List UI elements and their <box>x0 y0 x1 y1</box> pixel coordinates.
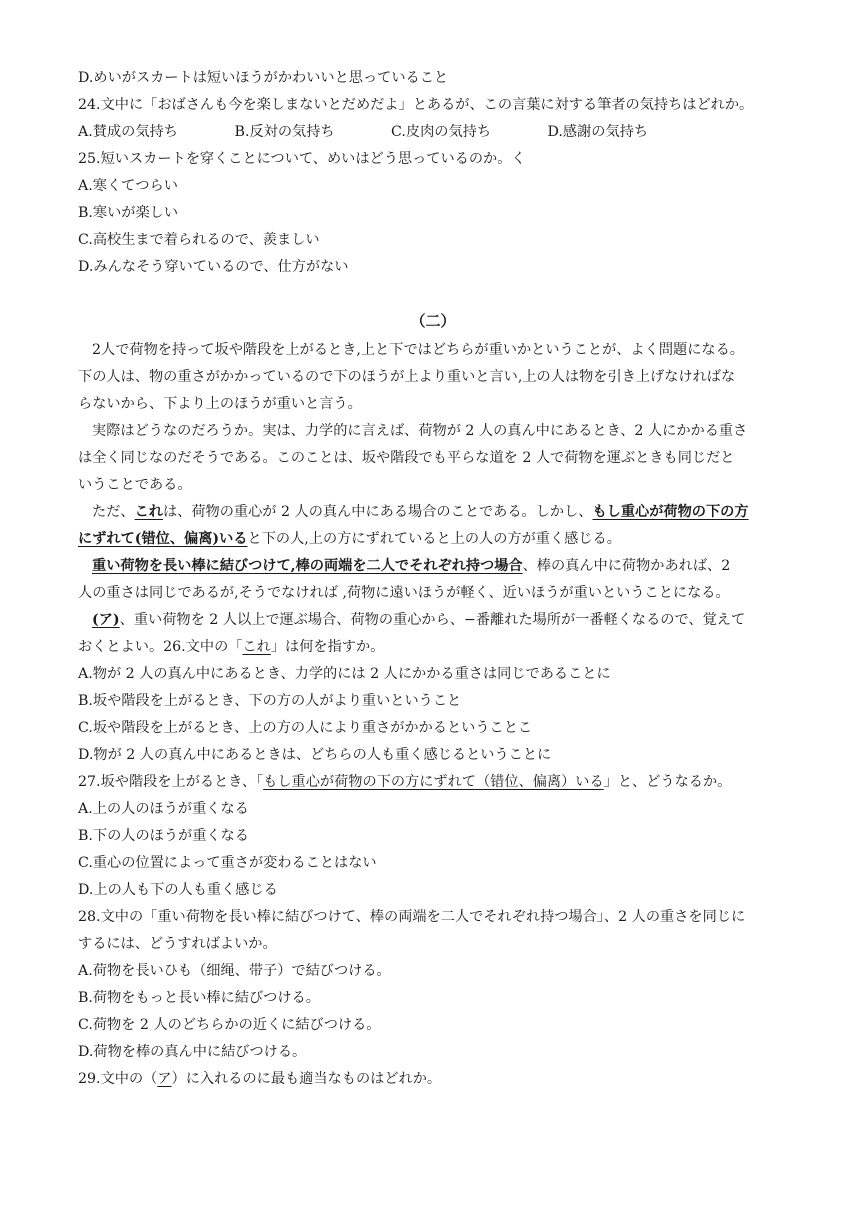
q27-option-d: D.上の人も下の人も重く感じる <box>78 882 278 898</box>
q25-option-c: C.高校生まで着られるので、羨ましい <box>78 232 320 248</box>
q25-stem: 25.短いスカートを穿くことについて、めいはどう思っているのか。く <box>78 151 526 167</box>
q24-option-d: D.感謝の気持ち <box>547 124 649 140</box>
p1-line3: らないから、下より上のほうが重いと言う。 <box>78 396 362 412</box>
q25-option-d: D.みんなそう穿いているので、仕方がない <box>78 259 349 275</box>
q26-option-d: D.物が 2 人の真ん中にあるときは、どちらの人も重く感じるということに <box>78 747 552 763</box>
q26-stem: 」は何を指すか。 <box>270 639 385 655</box>
q27-option-b: B.下の人のほうが重くなる <box>78 828 249 844</box>
p4-line1 <box>92 556 730 576</box>
q28-stem-line2: するには、どうすればよいか。 <box>78 936 277 952</box>
q28-stem-line1: 28.文中の「重い荷物を長い棒に結びつけて、棒の両端を二人でそれぞれ持つ場合」、2 人の重さを同じに <box>78 909 746 925</box>
q24-option-c: C.皮肉の気持ち <box>391 124 492 140</box>
q26-option-c: C.坂や階段を上がるとき、上の方の人により重さがかかるということこ <box>78 720 533 736</box>
p2-line2: は全く同じなのだそうである。このことは、坂や階段でも平らな道を 2 人で荷物を運ぶときも同じだと <box>78 450 735 466</box>
q26-stem: おくとよい。26.文中の「 <box>78 639 243 655</box>
underlined-phrase: もし重心が荷物の下の方にずれて（错位、偏离）いる <box>263 774 604 790</box>
q27-stem-post: 」と、どうなるか。 <box>603 774 732 790</box>
p4-line2: 人の重さは同じであるが,そうでなければ ,荷物に遠いほうが軽く、近いほうが重いということになる。 <box>78 585 730 601</box>
p3-text: と下の人,上の方にずれていると上の人の方が重く感じる。 <box>247 531 621 547</box>
q23-option-d: D.めいがスカートは短いほうがかわいいと思っていること <box>78 70 449 86</box>
underlined-phrase: もし重心が荷物の下の方 <box>592 504 749 520</box>
q28-option-b: B.荷物をもっと長い棒に結びつける。 <box>78 990 320 1006</box>
q28-option-d: D.荷物を棒の真ん中に結びつける。 <box>78 1044 307 1060</box>
p2-line3: いうことである。 <box>78 477 192 493</box>
q26-option-b: B.坂や階段を上がるとき、下の方の人がより重いということ <box>78 693 462 709</box>
q27-stem <box>78 772 731 792</box>
q24-options <box>78 122 648 142</box>
underlined-phrase: にずれて(错位、偏离)いる <box>78 531 248 547</box>
underlined-phrase: 重い荷物を長い棒に結びつけて,棒の両端を二人でそれぞれ持つ場合 <box>92 558 523 574</box>
q24-stem: 24.文中に「おばさんも今を楽しまないとだめだよ」とあるが、この言葉に対する筆者の気持ちはどれか。 <box>78 97 754 113</box>
p3-line2 <box>78 529 621 549</box>
blank-a-marker: (ア) <box>92 612 120 628</box>
q28-option-c: C.荷物を 2 人のどちらかの近くに結びつける。 <box>78 1017 381 1033</box>
p3-text: は、荷物の重心が 2 人の真ん中にある場合のことである。しかし、 <box>162 504 593 520</box>
kore-underlined: これ <box>242 639 271 655</box>
p3-text: ただ、 <box>92 504 135 520</box>
section-title: （二） <box>410 312 456 330</box>
blank-a-marker: ア <box>157 1071 172 1087</box>
q29-stem-post: ）に入れるのに最も適当なものはどれか。 <box>171 1071 442 1087</box>
p1-line1: 2人で荷物を持って坂や階段を上がるとき,上と下ではどちらが重いかということが、よく問題になる。 <box>92 342 744 358</box>
p5-line2 <box>78 637 384 657</box>
p5-line1 <box>92 610 745 630</box>
q24-option-a: A.賛成の気持ち <box>78 124 178 140</box>
q25-option-a: A.寒くてつらい <box>78 178 178 194</box>
q28-option-a: A.荷物を長いひも（细绳、带子）で結びつける。 <box>78 963 391 979</box>
p5-text: 、重い荷物を 2 人以上で運ぶ場合、荷物の重心から、−番離れた場所が一番軽くなるので、覚えて <box>119 612 746 628</box>
p3-line1 <box>92 502 749 522</box>
q27-option-a: A.上の人のほうが重くなる <box>78 801 249 817</box>
q26-option-a: A.物が 2 人の真ん中にあるとき、力学的には 2 人にかかる重さは同じであることに <box>78 666 611 682</box>
q29-stem <box>78 1069 441 1089</box>
p4-text: 、棒の真ん中に荷物かあれば、2 <box>522 558 731 574</box>
kore-underlined: これ <box>134 504 163 520</box>
q27-option-c: C.重心の位置によって重さが変わることはない <box>78 855 377 871</box>
q29-stem-pre: 29.文中の（ <box>78 1071 158 1087</box>
q27-stem-pre: 27.坂や階段を上がるとき、「 <box>78 774 264 790</box>
q25-option-b: B.寒いが楽しい <box>78 205 179 221</box>
p2-line1: 実際はどうなのだろうか。実は、力学的に言えば、荷物が 2 人の真ん中にあるとき、2 人にかかる重さ <box>92 423 748 439</box>
p1-line2: 下の人は、物の重さがかかっているので下のほうが上より重いと言い,上の人は物を引き上げなければな <box>78 369 736 385</box>
q24-option-b: B.反対の気持ち <box>234 124 335 140</box>
